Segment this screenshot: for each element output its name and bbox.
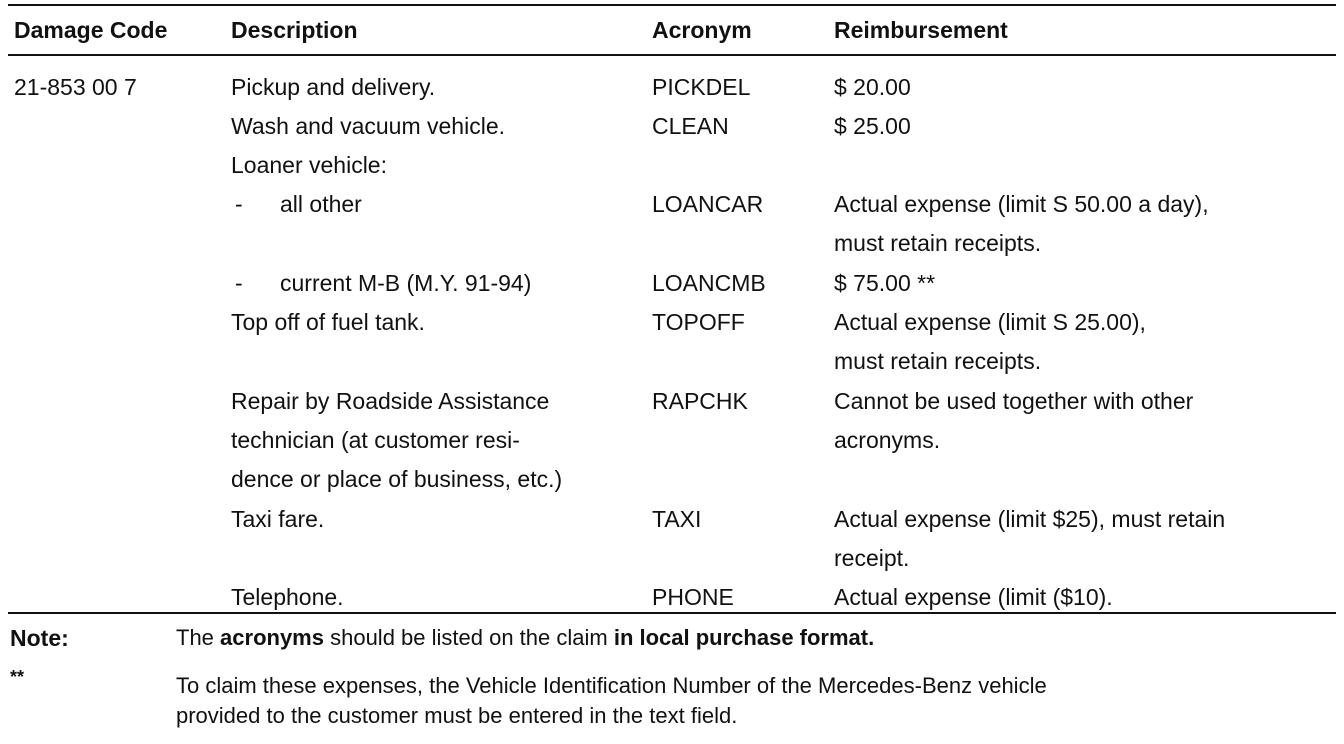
row-description: Top off of fuel tank.: [231, 309, 425, 335]
row-reimbursement: Actual expense (limit S 25.00),: [834, 309, 1146, 335]
row-description: dence or place of business, etc.): [231, 466, 563, 492]
table-bottom-rule: [8, 612, 1336, 614]
row-reimbursement: must retain receipts.: [834, 230, 1042, 256]
header-reimbursement: Reimbursement: [834, 17, 1008, 43]
row-acronym: PICKDEL: [652, 74, 751, 100]
row-acronym: PHONE: [652, 584, 734, 610]
header-acronym: Acronym: [652, 17, 752, 43]
row-bullet: -: [235, 191, 243, 217]
row-reimbursement: Actual expense (limit $25), must retain: [834, 506, 1226, 532]
row-description: Repair by Roadside Assistance: [231, 388, 550, 414]
table-top-rule: [8, 4, 1336, 6]
note-text-part: The: [176, 625, 221, 650]
row-reimbursement: $ 25.00: [834, 113, 911, 139]
header-damage-code: Damage Code: [14, 17, 168, 43]
row-acronym: LOANCMB: [652, 270, 766, 296]
note-text-part: should be listed on the claim: [323, 625, 614, 650]
row-description: Telephone.: [231, 584, 344, 610]
row-reimbursement: $ 20.00: [834, 74, 911, 100]
row-reimbursement: Actual expense (limit S 50.00 a day),: [834, 191, 1209, 217]
footnote-line: provided to the customer must be entered in the text field.: [176, 703, 738, 728]
row-acronym: TOPOFF: [652, 309, 745, 335]
header-rule: [8, 54, 1336, 56]
row-reimbursement: receipt.: [834, 545, 910, 571]
row-description: Wash and vacuum vehicle.: [231, 113, 506, 139]
row-reimbursement: acronyms.: [834, 427, 941, 453]
row-description: Loaner vehicle:: [231, 152, 387, 178]
damage-code-value: 21-853 00 7: [14, 74, 137, 100]
note-text: [176, 625, 874, 651]
row-reimbursement: Actual expense (limit ($10).: [834, 584, 1113, 610]
row-description: Pickup and delivery.: [231, 74, 436, 100]
note-label: Note:: [10, 625, 69, 651]
note-bold-acronyms: acronyms: [220, 625, 324, 650]
row-description: current M-B (M.Y. 91-94): [280, 270, 532, 296]
footnote-line: To claim these expenses, the Vehicle Identification Number of the Mercedes-Benz vehicle: [176, 673, 1047, 698]
row-reimbursement: $ 75.00 **: [834, 270, 936, 296]
row-acronym: LOANCAR: [652, 191, 764, 217]
row-description: Taxi fare.: [231, 506, 325, 532]
row-reimbursement: Cannot be used together with other: [834, 388, 1194, 414]
row-acronym: RAPCHK: [652, 388, 748, 414]
row-acronym: TAXI: [652, 506, 702, 532]
row-description: technician (at customer resi-: [231, 427, 520, 453]
note-bold-format: in local purchase format.: [613, 625, 875, 650]
row-reimbursement: must retain receipts.: [834, 348, 1042, 374]
footnote-marker: **: [10, 667, 25, 687]
row-description: all other: [280, 191, 362, 217]
row-bullet: -: [235, 270, 243, 296]
row-acronym: CLEAN: [652, 113, 729, 139]
header-description: Description: [231, 17, 358, 43]
